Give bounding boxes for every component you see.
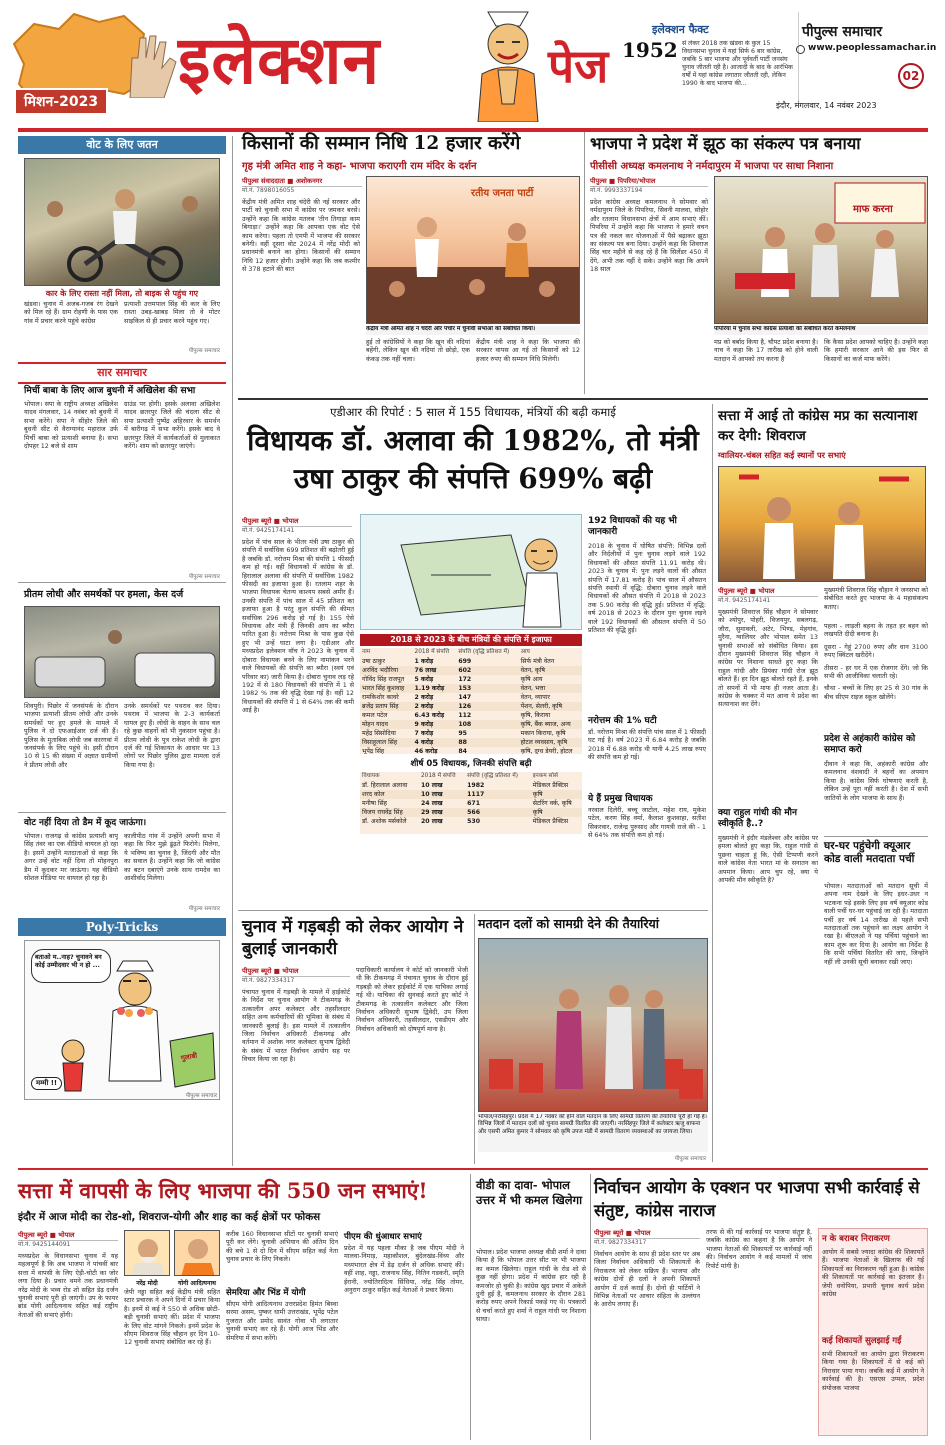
ministers-cell: 153 (456, 684, 518, 693)
nirvachan-text-2: तरफ से की गई कार्रवाई पर भाजपा संतुष्ट है, जबकि कांग्रेस का कहना है कि आयोग ने भाजपा नेताओं की शिकायतों पर कार्रवाई नहीं की। निर्वाचन आयोग ने कई मामलों में जांच रिपोर्ट मांगी है। (706, 1228, 812, 1270)
nirvachan-byline: पीपुल्स ब्यूरो ■ भोपाल (594, 1228, 700, 1239)
brand-logo: पीपुल्स समाचार (802, 24, 883, 40)
ministers-cell: वेतन, कृषि (519, 666, 582, 675)
sankalp-subhead: पीसीसी अध्यक्ष कमलनाथ ने नर्मदापुरम में भाजपा पर साधा निशाना (590, 161, 834, 172)
sankalp-mobile: मो.नं. 9993337194 (590, 187, 643, 194)
sankalp-banner-text: माफ करना (853, 204, 893, 215)
pramukh-text: नरवाल दिलेरी, बच्चू जाटोल, महेश राय, मुकेश पटेल, करण सिंह वर्मा, कैलाश कुशवाहा, सतीश सिकरवार, राजेन्द्र पुरुसाद और गायत्री राजे की - 1 से 64% तक संपत्ति कम हो गई। (588, 806, 706, 840)
nirvachan-box (818, 1228, 928, 1436)
vote-credit: पीपुल्स समाचार (188, 348, 220, 354)
ministers-cell: 6.43 करोड़ (414, 712, 445, 719)
top5-cell: डॉ. हिरालाल अलावा (362, 782, 408, 789)
ministers-row (360, 693, 582, 702)
ministers-table-wrap (360, 648, 582, 754)
ahankari-headline: प्रदेश से अहंकारी कांग्रेस को समाप्त करो (824, 734, 916, 755)
top5-cell: 566 (465, 808, 531, 817)
ministers-cell: 699 (458, 658, 472, 665)
gadbadi-headline: चुनाव में गड़बड़ी को लेकर आयोग ने बुलाई जानकारी (242, 917, 464, 959)
ministers-header-cell: नाम (362, 649, 371, 655)
ministers-cell: अरविंद भदौरिया (360, 666, 413, 675)
ministers-cell: मोहन यादव (360, 720, 413, 729)
box-headline-2: कई शिकायतें सुलझाई गईं (822, 1336, 902, 1346)
top5-cell: मनीषा सिंह (362, 800, 387, 807)
ministers-cell: गोविंद सिंह राजपूत (362, 676, 405, 683)
ministers-header-cell: संपत्ति (वृद्धि प्रतिशत में) (458, 649, 510, 655)
kisan-mobile: मो.नं. 7898016055 (242, 187, 295, 194)
kisan-backdrop-text: रतीय जनता पार्टी (471, 188, 534, 199)
shivraj-subhead: ग्वालियर-चंबल सहित कई स्थानों पर सभाएं (718, 450, 846, 460)
mission-label: मिशन-2023 (14, 88, 108, 115)
website-icon (796, 45, 805, 54)
vote-caption: कार के लिए रास्ता नहीं मिला, तो बाइक से पहुंच गए (45, 289, 199, 298)
top5-cell: 1117 (465, 790, 531, 799)
dam-headline: वोट नहीं दिया तो डैम में कूद जाऊंगा। (24, 818, 147, 828)
vd-text: भोपाल। प्रदेश भाजपा अध्यक्ष वीडी शर्मा ने दावा किया है कि भोपाल उत्तर सीट पर भी भाजपा का कमल खिलेगा। राहुल गांधी के रोड शो से कुछ नहीं होगा। प्रदेश में कांग्रेस हार रही है कमजोर हो चुकी है। कांग्रेस खुद प्रचार में अकेले दुनी हुई है, कमलनाथ सरकार के दौरान 281 करोड़ रुपए अपने रिकार्ड पकड़े गए थे। पत्रकारों से चर्चा करते हुए शर्मा ने राहुल गांधी पर निशाना साधा। (476, 1248, 586, 1324)
ministers-cell: 108 (456, 720, 518, 729)
yogi-label: योगी आदित्यनाथ (177, 1280, 217, 1287)
ministers-cell: सिर्फ मंत्री वेतन (520, 658, 555, 665)
ministers-cell: भूपेंद्र सिंह (362, 748, 385, 754)
ministers-cell: 147 (458, 694, 472, 701)
ahankari-text: दीवान ने कहा कि, अहंकारी कांग्रेस और कमलनाथ वंशवादी ने बहनों का अपमान किया है। कांग्रेस सिर्फ घोषणाएं करती है, लेकिन उन्हें पूरा नहीं करती है। देश में सभी जातियों के लोग भाजपा के साथ हैं। (824, 760, 928, 802)
ministers-cell: 2 करोड़ (413, 702, 457, 711)
yogi-portrait-illustration (175, 1231, 220, 1276)
ministers-row (360, 738, 582, 747)
sankalp-bullet: दूसरा - गेहूं 2700 रुपए और धान 3100 रुपए क्विंटल खरीदेंगे। (824, 642, 928, 660)
pramukh-headline: ये हैं प्रमुख विधायक (588, 794, 653, 804)
rally-subhead: इंदौर में आज मोदी का रोड-शो, शिवराज-योगी और शाह का कई क्षेत्रों पर फोकस (18, 1211, 321, 1223)
ministers-cell: 112 (458, 712, 472, 719)
pritam-text-col2: उनके समर्थकों पर पथराव कर दिया। पथराव में भाजपा के 2-3 कार्यकर्ता घायल हुए हैं। लोधी के वाहन के साथ चल रहे कुछ वाहनों को भी नुकसान पहुंचा है। प्रीतम लोधी के पुत्र राकेश लोधी के द्वारा दर्ज की गई शिकायत के आधार पर 13 लोगों पर पिछोर पुलिस द्वारा मामला दर्ज किया गया है। (124, 702, 220, 769)
sankalp-photo (714, 176, 928, 324)
money-bag-cartoon (361, 515, 582, 630)
gadbadi-byline: पीपुल्स ब्यूरो ■ भोपाल (242, 966, 350, 977)
top5-row (360, 790, 582, 799)
vd-rule (590, 1174, 591, 1440)
top5-header-cell: इनकम सोर्स (532, 773, 558, 779)
ministers-cell: 1 करोड़ (414, 658, 434, 665)
election-fact-text: से लेकर 2018 तक खंडवा के कुल 15 विधानसभा चुनाव में यहां सिर्फ 6 बार कांग्रेस, जबकि 5 बार भाजपा और पूर्ववर्ती पार्टी जनसंघ चुनाव जीतती रही है। आजादी के बाद के आरंभिक वर्षों में यहां कांग्रेस लगातार जीतती रही, लेकिन 1990 के बाद भाजपा की... (682, 40, 793, 87)
adr-cartoon (360, 514, 582, 630)
adr-side-text: 2018 के चुनाव में घोषित संपत्ति: विभिन्न दलों और निर्दलीयों में पुनः चुनाव लड़ने वाले 192 विधायकों की औसत संपत्ति 11.91 करोड़ थी। 2023 के चुनाव में: पुनः लड़ने वालों की औसत संपत्ति में 17.81 करोड़ है। पांच साल में औसतन संपत्ति स्थायी में वृद्धि: दोबारा चुनाव लड़ने वाले विधायकों की औसत संपत्ति में 2018 से 2023 तक 5.90 करोड़ की वृद्धि हुई। प्रतिशत में वृद्धि: वर्ष 2018 से 2023 के दौरान पुनः चुनाव लड़ने वाले 192 विधायकों की औसतन संपत्ति में 50 प्रतिशत की वृद्धि हुई। (588, 542, 706, 635)
kisan-rule (584, 132, 585, 394)
nirvachan-mobile: मो.नं. 9827334317 (594, 1239, 647, 1246)
top5-row (360, 817, 582, 826)
ministers-cell: 5 करोड़ (414, 676, 434, 683)
election-fact-heading: इलेक्शन फैक्ट (652, 23, 709, 36)
dhuadhar-headline: पीएम की धुंआधार सभाएं (344, 1232, 422, 1242)
ministers-cell: रामकिशोर कावरे (362, 694, 399, 701)
top5-row (360, 808, 582, 817)
mid-rule (238, 910, 708, 911)
top5-table-wrap (360, 772, 582, 834)
kisan-subhead: गृह मंत्री अमित शाह ने कहा- भाजपा कराएगी राम मंदिर के दर्शन (242, 161, 477, 172)
ministers-cell: कृषि, दुग्ध डेयरी, होटल (520, 748, 573, 754)
ministers-cell: पेंशन, सेलरी, कृषि (519, 702, 582, 711)
sankalp-text-2: मप्र को बर्बाद किया है, चौपट प्रदेश बनाया है। नाच ने कहा कि 17 तारीख को होने वाली मतदान में आपको तय करना है (714, 338, 818, 363)
amit-shah-rally-illustration (367, 177, 580, 324)
adr-kicker: एडीआर की रिपोर्ट : 5 साल में 155 विधायक, मंत्रियों की बढ़ी कमाई (330, 405, 616, 419)
ministers-cell: ब्रजेंद्र प्रताप सिंह (360, 702, 413, 711)
damaged-cars-illustration (25, 607, 220, 698)
ministers-cell: महेंद्र सिसोदिया (362, 730, 396, 737)
top5-cell: 1982 (467, 782, 485, 789)
kisan-text-3: केंद्रीय मंत्री शाह ने कहा कि भाजपा की सरकार वापस आ गई तो किसानों को 12 हजार रुपए की सम्मान निधि मिलेगी। (476, 338, 580, 363)
ministers-cell: 76 लाख (413, 666, 457, 675)
pritam-photo (24, 606, 220, 698)
ministers-header-cell: 2018 में संपत्ति (414, 649, 450, 655)
matdan-caption: भोपाल/नरसिंहपुर। प्रदेश में 17 नवंबर को होने वाले मतदान के लिए सामग्री वितरण की तैयारियां पूरी हो गई हैं। विभिन्न जिलों में मतदान दलों को चुनाव सामग्री वितरित की जाएगी। नरसिंहपुर जिले में कलेक्टर ऋजु बाफना और एसपी अमित कुमार ने सोमवार को कृषि उपज मंडी में सामग्री वितरण व्यवस्थाओं का जायजा लिया। (478, 1114, 708, 1152)
sankalp-byline: पीपुल्स ■ पिपरिया/भोपाल (590, 176, 708, 187)
top5-cell: 20 लाख (420, 818, 443, 825)
ministers-cell: वेतन, व्यापार (520, 694, 550, 701)
page-number-badge: 02 (898, 63, 924, 89)
shivraj-text: मुख्यमंत्री शिवराज सिंह चौहान ने सोमवार को श्योपुर, पोहरी, विजयपुर, सबलगढ़, जौरा, सुमावली, अटेर, भिण्ड, मेहगांव, मुरैना, ग्वालियर और भोपाल समेत 13 चुनावी सभाओं को संबोधित किया। इस दौरान मुख्यमंत्री शिवराज सिंह चौहान ने कांग्रेस पर निशाना साधते हुए कहा कि राहुल गांधी और प्रियंका गांधी रोज झूठ बोलते हैं। हर दिन झूठ बोलते रहते हैं, इनके तो सपनों में भी माफ ही नजर आता है। कांग्रेस के चक्कर में मत आना ये प्रदेश का सत्यानाश कर देंगे। (718, 608, 818, 709)
cartoon-panel (24, 940, 220, 1100)
box-text-2: सभी शिकायतों का आयोग द्वारा निराकरण किया गया है। शिकायतों में से कई को निराधार पाया गया। जबकि कई में आयोग ने कार्रवाई की है। एसएस उप्पल, प्रदेश संयोजक भाजपा (822, 1350, 924, 1392)
top5-cell: कृषि (531, 790, 582, 799)
ministers-cell: मकान किराया, कृषि (520, 730, 566, 737)
sankalp-headline: भाजपा ने प्रदेश में झूठ का संकल्प पत्र बनाया (590, 134, 861, 153)
ministers-cell: कमल पटेल (362, 712, 388, 719)
rahul-text: मुख्यमंत्री ने इंदौर मंडलेश्वर और कांग्रेस पर हमला बोलते हुए कहा कि, राहुल गांधी से पूछना चाहता हूं कि, ऐसी टिप्पणी करने वाले कांग्रेस नेता भारत मां के सनातन का अपमान किया। आप चुप रहे, क्या ये आपकी मौन स्वीकृति है? (718, 834, 818, 885)
vote-section-bar: वोट के लिए जतन (18, 136, 226, 154)
adr-rule (712, 404, 713, 1162)
ministers-cell: 84 (458, 748, 467, 754)
box-headline-1: न के बराबर निराकरण (822, 1234, 890, 1244)
adr-side-headline: 192 विधायकों की यह भी जानकारी (588, 516, 677, 537)
ministers-cell: भारत सिंह कुशवाह (360, 684, 413, 693)
vote-text-col1: खंडवा। चुनाव में अजब-गजब रंग देखने को मिल रहे हैं। ग्राम रोहणी के पास एक गांव में प्रचार करने पहुंचे कांग्रेस (24, 300, 118, 325)
website-link[interactable]: www.peoplessamachar.in (808, 43, 937, 53)
akhilesh-headline: मिर्ची बाबा के लिए आज बुधनी में अखिलेश की सभा (24, 386, 196, 396)
left-column (18, 136, 226, 1166)
ministers-row (360, 711, 582, 720)
ministers-cell: 1.19 करोड़ (413, 684, 457, 693)
top5-cell: 24 लाख (420, 800, 443, 807)
top5-cell: डॉ. अशोक मर्सकोले (362, 818, 407, 825)
top5-header-cell: 2018 में संपत्ति (420, 773, 456, 779)
matdan-credit: पीपुल्स समाचार (674, 1156, 706, 1162)
top5-header-cell: विधायक (362, 773, 380, 779)
top5-cell: 530 (467, 818, 481, 825)
nirvachan-headline: निर्वाचन आयोग के एक्शन पर भाजपा सभी कार्रवाई से संतुष्ट, कांग्रेस नाराज (594, 1178, 920, 1220)
kisan-story (238, 132, 580, 394)
box-text-1: आयोग में सबसे ज्यादा कांग्रेस की शिकायतें हैं। भाजपा नेताओं के खिलाफ की गई शिकायतों का निराकरण नहीं हुआ है। कांग्रेस की शिकायतों पर कार्रवाई का इंतजार है। जेपी धनोपिया, प्रभारी चुनाव कार्य प्रदेश कांग्रेस (822, 1248, 924, 1299)
akhilesh-text-col2: ग्राउंड पर होगी। इसके अलावा अखिलेश यादव छतरपुर जिले की चंदला सीट से सपा प्रत्याशी पुष्पेंद्र अहिरवार के समर्थन में बारीगढ़ में सभा करेंगे। इसके बाद वे छतरपुर जिले में कार्यकर्ताओं से मुलाकात करेंगे। शाम को छतरपुर जाएंगे। (124, 400, 220, 451)
top5-cell: सेटरिंग वर्क, कृषि (532, 800, 572, 807)
matdan-headline: मतदान दलों को सामग्री देने की तैयारियां (478, 916, 660, 931)
sar-samachar-bar: सार समाचार (18, 362, 226, 384)
polling-officials-illustration (479, 939, 708, 1112)
ministers-row (360, 720, 582, 729)
ministers-table-title: 2018 से 2023 के बीच मंत्रियों की संपत्ति में इजाफा (360, 634, 582, 646)
shivraj-headline: सत्ता में आई तो कांग्रेस मप्र का सत्यानाश कर देगी: शिवराज (718, 408, 918, 444)
top5-row (360, 781, 582, 790)
dam-text-col2: कालीपीठ गांव में उन्होंने अपनी सभा में कहा कि फिर मुझे ढूंढ़ते फिरोगे। मिलेगा, ये भविष्य का चुनाव है, जिंदगी और मौत का सवाल है। उन्होंने कहा कि जो कांग्रेस का बटन दबाएंगे उनके साथ रामदेव का आशीर्वाद मिलेगा। (124, 832, 220, 883)
top5-table-title: शीर्ष 05 विधायक, जिनकी संपत्ति बढ़ी (410, 759, 532, 769)
sankalp-bullets-intro: मुख्यमंत्री शिवराज सिंह चौहान ने जनसभा को संबोधित करते हुए भाजपा के 4 महासंकल्प बताए। (824, 586, 928, 611)
pritam-headline: प्रीतम लोधी और समर्थकों पर हमला, केस दर्ज (24, 589, 184, 600)
sankalp-text-3: कि कैसा प्रदेश आपको चाहिए है। उन्होंने कहा कि हमारी सरकार आने की इस फिर से किसानों का कर्ज माफ करेंगे। (824, 338, 928, 363)
narottam-headline: नरोत्तम की 1% घटी (588, 716, 657, 726)
modi-portrait-illustration (125, 1231, 170, 1276)
dateline: इंदौर, मंगलवार, 14 नवंबर 2023 (776, 101, 877, 110)
top5-cell: विजय राघवेंद्र सिंह (360, 808, 419, 817)
ministers-cell: कृषि आय (520, 676, 543, 683)
top5-row (360, 799, 582, 808)
ministers-cell: 88 (456, 738, 518, 747)
gadbadi-rule (474, 914, 475, 1164)
left-column-rule (232, 136, 233, 1166)
top5-cell: 10 लाख (419, 790, 465, 799)
kisan-photo (366, 176, 580, 324)
election-fact-year: 1952 (622, 38, 678, 62)
top5-cell: 10 लाख (420, 782, 443, 789)
ministers-row (360, 729, 582, 738)
ministers-cell: 2 करोड़ (414, 694, 434, 701)
poly-tricks-bar: Poly-Tricks (18, 918, 226, 936)
rally-mobile: मो.नं. 9425144091 (18, 1241, 71, 1248)
gadbadi-mobile: मो.नं. 9827334317 (242, 977, 295, 984)
masthead-divider (798, 12, 799, 108)
ministers-cell: 602 (456, 666, 518, 675)
sankalp-bullet: चौथा - बच्चों के लिए हर 25 से 30 गांव के बीच सीएम राइज स्कूल खोलेंगे। (824, 684, 928, 701)
vote-photo (24, 158, 220, 286)
semaria-text: सीएम योगी आदित्यनाथ उत्तरप्रदेश हिमंत बिस्वा सरमा असम, पुष्कर धामी उत्तराखंड, भूपेंद्र पटेल गुजरात और प्रमोद सावंत गोवा भी लगातार चुनावी सभाएं कर रहे हैं। योगी आज भिंड और सेमरिया में सभा करेंगे। (226, 1300, 338, 1342)
vd-headline: वीडी का दावा- भोपाल उत्तर में भी कमल खिलेगा (476, 1178, 583, 1207)
top5-cell: 671 (467, 800, 481, 807)
top5-cell: 29 लाख (419, 808, 465, 817)
kisan-headline: किसानों की सम्मान निधि 12 हजार करेंगे (242, 133, 521, 154)
kisan-text-2: हुई तो कांग्रेसियों ने कहा कि खून की नदियां बहेंगी, लेकिन खून की नदियां तो छोड़ो, एक कंकड़ तक नहीं चला। (366, 338, 470, 363)
ministers-cell: होटल व्यवसाय, कृषि (519, 738, 582, 747)
sankalp-bullet: पहला - लाड़ली बहना के तहत हर बहन को लखपति दीदी बनाना है। (824, 622, 928, 639)
gadbadi-story (238, 914, 474, 1164)
shivraj-byline: पीपुल्स ब्यूरो ■ भोपाल (718, 586, 818, 597)
rally-headline: सत्ता में वापसी के लिए भाजपा की 550 जन सभाएं! (18, 1178, 428, 1203)
dam-credit: पीपुल्स समाचार (188, 906, 220, 912)
ministers-cell: 4 करोड़ (413, 738, 457, 747)
adr-story (238, 404, 708, 909)
ministers-row (360, 666, 582, 675)
pritam-text-col1: शिवपुरी। पिछोर में जनसंपर्क के दौरान भाजपा प्रत्याशी प्रीतम लोधी और उनके समर्थकों पर हुए हमले के मामले में पुलिस ने दो एफआईआर दर्ज की हैं। पुलिस के मुताबिक लोधी जब कारगवां में जनसंपर्क के लिए पहुंचे थे। इसी दौरान 10 से 15 की संख्या में अज्ञात ग्रामीणों ने प्रीतम लोधी और (24, 702, 118, 769)
rally-text-3: करीब 160 विधानसभा सीटों पर चुनावी सभाएं पूरी कर लेंगे। चुनावी अभियान की अंतिम दिन की बचे 1 से दो दिन में सीएम सहित कई नेता चुनाव प्रचार के लिए निकले। (226, 1230, 338, 1264)
modi-label: नरेंद्र मोदी (136, 1280, 158, 1287)
ministers-cell: वेतन, भत्ता (519, 684, 582, 693)
ministers-row (360, 675, 582, 684)
cartoon-speech-bubble: बताओ म..नाह? चुनावने बन कोई उम्मीदवार भी न हो ... (31, 949, 111, 983)
shivraj-mobile: मो.नं. 9425174141 (718, 597, 771, 604)
ministers-cell: 126 (456, 702, 518, 711)
shivraj-story (716, 404, 928, 1164)
cartoon-kid-bubble: मम्मी !! (31, 1077, 62, 1090)
rally-story (18, 1174, 466, 1440)
sankalp-bullet: तीसरा - हर घर में एक रोजगार देंगे। जो कि सभी की आजीविका चलाती रहे। (824, 663, 928, 681)
kisan-text: केंद्रीय मंत्री अमित शाह चंदेरी की नई सरकार और पार्टी को चुनावी सभा में कांग्रेस पर जमकर बरसे। उन्होंने कहा कि कांग्रेस मतलब 'तीन तिगाड़ा काम बिगाड़ा।' उन्होंने कहा कि आपका एक वोट ऐसे काम करेगा। पहला तो एमपी में भाजपा की सरकार बनेगी। वहीं दूसरा वोट 2024 में नरेंद्र मोदी को प्रधानमंत्री बनाने का होगा। किसानों की सम्मान निधि 12 हजार होगी। उन्होंने कहा कि जब कश्मीर से 378 हटाने की बात (242, 198, 360, 274)
mascot-illustration (468, 4, 548, 122)
matdan-photo (478, 938, 708, 1112)
shivraj-rally-illustration (719, 467, 926, 582)
ministers-row (360, 657, 582, 666)
ministers-cell: उषा ठाकुर (362, 658, 386, 665)
ministers-cell: कृषि, किराया (520, 712, 551, 719)
sankalp-text: प्रदेश कांग्रेस अध्यक्ष कमलनाथ ने सोमवार को नर्मदापुरम जिले के पिपरिया, सिवनी मालवा, सोहोर और रतलाम विधानसभा क्षेत्रों में आम सभाएं कीं। पिपरिया में उन्होंने कहा कि भाजपा ने हमारे वचन पत्र की नकल कर योजनाओं में पैसे बढ़ाकर झूठा का संकल्प पत्र बना दिया। उन्होंने कहा कि शिवराज सिंह चार महीने से कह रहे हैं कि सिलेंडर 450 में देंगे, अभी तक नहीं दे सके। उन्होंने कहा कि अपने 18 साल (590, 198, 708, 274)
semaria-headline: सेमरिया और भिंड में योगी (226, 1288, 306, 1298)
rahul-headline: क्या राहुल गांधी की मौन स्वीकृति है..? (718, 808, 798, 829)
kisan-byline: पीपुल्स संवाददाता ■ अशोकनगर (242, 176, 362, 187)
shivraj-photo (718, 466, 926, 582)
ministers-cell: 95 (458, 730, 467, 737)
dhuadhar-text: प्रदेश में यह पहला मौका है जब पीएम मोदी ने मालवा-निमाड़, महाकौशल, बुंदेलखंड-विंध्य और मध्यभारत क्षेत्र में डेढ़ दर्जन से अधिक सभाएं कीं। वहीं शाह, नड्डा, राजनाथ सिंह, नितिन गडकरी, स्मृति ईरानी, ज्योतिरादित्य सिंधिया, नरेंद्र सिंह तोमर, अनुराग ठाकुर सहित कई नेताओं ने प्रचार किया। (344, 1244, 464, 1295)
nirvachan-story (594, 1174, 928, 1440)
narottam-text: डॉ. नरोत्तम मिश्रा की संपत्ति पांच साल में 1 फीसदी घट गई है। वर्ष 2023 में 6.84 करोड़ है जबकि 2018 में 6.88 करोड़ थी यानी 4.25 लाख रुपए की संपत्ति कम हो गई। (588, 728, 706, 762)
ministers-cell: 46 करोड़ (414, 748, 438, 754)
top5-header-cell: संपत्ति (वृद्धि प्रतिशत में) (467, 773, 519, 779)
vote-text-col2: प्रत्याशी उत्तमपाल सिंह की कार के लिए रास्ता उबड़-खाबड़ मिला तो वे मोटर साइकिल से ही प्रचार करने पहुंच गए। (124, 300, 220, 325)
top5-cell: कृषि (531, 808, 582, 817)
rally-text: मध्यप्रदेश के विधानसभा चुनाव में यह महत्वपूर्ण है कि अब भाजपा ने पांचवीं बार सत्ता में वापसी के लिए ऐड़ी-चोटी का जोर लगा दिया है। प्रचार थमने तक प्रधानमंत्री नरेंद्र मोदी के भव्य रोड शो सहित डेढ़ दर्जन चुनावी सभाएं पूरी हो जाएंगी। उप के फायर ब्रांड योगी आदित्यनाथ सहित कई राष्ट्रीय नेताओं की सभाएं होंगी। (18, 1252, 118, 1319)
matdan-story (478, 914, 708, 1164)
ministers-cell: विसाहूलाल सिंह (360, 738, 413, 747)
gadbadi-text: पंचायत चुनाव में गड़बड़ी के मामले में हाईकोर्ट के निर्देश पर चुनाव आयोग ने टीकमगढ़ के तत्कालीन अपर कलेक्टर और तहसीलदार सहित अन्य कर्मचारियों की भूमिका के संबंध में जानकारी बुलाई है। इस मामले में तत्कालीन जिला निर्वाचन अधिकारी टीकमगढ़ और वर्तमान में अशोक नगर कलेक्टर सुभाष द्विवेदी के संबंध में भारत निर्वाचन आयोग सह पर विचार किया जा रहा है। (242, 988, 350, 1064)
left-divider-2 (18, 812, 226, 813)
sankalp-story (588, 132, 928, 394)
kamalnath-rally-illustration (715, 177, 928, 324)
ministers-header-cell: आय (520, 649, 530, 655)
nirvachan-text: निर्वाचन आयोग के साथ ही प्रदेश स्तर पर अब जिला निर्वाचन अधिकारी भी शिकायतों के निराकरण को लेकर सक्रिय हैं। भाजपा और कांग्रेस दोनों ही दलों ने अपनी शिकायतें आयोग में दर्ज कराई हैं। दोनों ही पार्टियों ने विभिन्न नेताओं पर आचार संहिता के उल्लंघन के आरोप लगाए हैं। (594, 1250, 700, 1309)
adr-mobile: मो.नं. 9425174141 (242, 527, 295, 534)
ministers-cell: 9 करोड़ (413, 720, 457, 729)
bottom-section-rule (18, 1168, 928, 1170)
ministers-cell: 7 करोड़ (414, 730, 434, 737)
qr-headline: घर-घर पहुंचेगी क्यूआर कोड वाली मतदाता पर्ची (824, 840, 915, 865)
sankalp-bullets (824, 622, 928, 732)
rally-rule (470, 1174, 471, 1440)
cartoon-credit: पीपुल्स समाचार (185, 1093, 217, 1099)
modi-portrait (124, 1230, 170, 1276)
top5-table (360, 772, 582, 826)
ministers-row (360, 684, 582, 693)
yogi-portrait (174, 1230, 220, 1276)
raised-hands-graphic (120, 28, 180, 98)
ministers-table (360, 648, 582, 754)
qr-text: भोपाल। मतदाताओं को मतदान सूची में अपना नाम देखने के लिए इधर-उधर न भटकना पड़े इसके लिए इस वर्ष क्यूआर कोड वाली पर्ची घर-घर पहुंचाई जा रही है। मतदाता पर्ची हर वर्ष 14 तारीख से पहले सभी मतदाताओं तक पहुंचाने का लक्ष्य आयोग ने रखा है। बीएलओ ने यह पर्चियां पहुंचाने का काम शुरू कर दिया है। आयोग का निर्देश है कि सभी पर्चियां वितरित की जाएं, जिन्होंने नहीं ली उनकी सूची बनाकर रखी जाए। (824, 882, 928, 966)
ministers-row (360, 702, 582, 711)
adr-byline: पीपुल्स ब्यूरो ■ भोपाल (242, 516, 352, 527)
ministers-row (360, 747, 582, 754)
rally-byline: पीपुल्स ब्यूरो ■ भोपाल (18, 1230, 118, 1241)
masthead-title-page: पेज (548, 39, 609, 93)
ministers-cell: 172 (458, 676, 472, 683)
masthead-title: इलेक्शन (178, 21, 381, 99)
rally-text-2: जेपी नड्डा सहित कई केंद्रीय मंत्री सहित स्टार प्रचारक ने अपने दिनों में प्रचार किया है। इनमें से कई ने 550 से अधिक छोटी-बड़ी चुनावी सभाएं कीं। प्रदेश में भाजपा के लिए वोट मांगने निकले। इनमें प्रदेश के सीएम शिवराज सिंह चौहान हर दिन 10-12 चुनावी सभाएं संबोधित कर रहे हैं। (124, 1288, 220, 1347)
adr-headline: विधायक डॉ. अलावा की 1982%, तो मंत्री उषा ठाकुर की संपत्ति 699% बढ़ी (247, 424, 699, 495)
adr-text: प्रदेश में पांच साल के भीतर मंत्री उषा ठाकुर की संपत्ति में सर्वाधिक 699 प्रतिशत की बढ़ोतरी हुई है जबकि डॉ. नरोत्तम मिश्रा की संपत्ति 1 फीसदी कम हो गई। वहीं विधायकों में कांग्रेस के डॉ. हिरालाल अलावा की संपत्ति में सर्वाधिक 1982 फीसदी का इजाफा हुआ है। रतलाम शहर के भाजपा विधायक चेतन्य काश्यप सबसे अमीर हैं। उनकी संपत्ति में पांच साल में 45 प्रतिशत का इजाफा हुआ है परंतु कुल संपत्ति की कीमत सर्वाधिक 296 करोड़ हो गई है। 155 ऐसे विधायक और मंत्री हैं जिनकी आय का ब्यौरा पारित हुआ है। नरोत्तम मिश्रा के पास कुछ ऐसे हुए भी उन्हें घाटा लगा है। एडीआर और मध्यप्रदेश इलेक्शन वॉच ने 2023 के चुनाव में दोबारा विधायक बनने के लिए नामांकन भरने वाले विधायकों की संपत्ति का ब्यौरा (स्वयं एवं परिवार का) जारी किया है। दोबारा चुनाव लड़ रहे 192 में से 180 विधायकों की संपत्ति में 1 से 1982 % तक की वृद्धि देखा गई है। वहीं 12 विधायकों की संपत्ति में 1 से 64% तक की कमी आई है। (242, 538, 354, 715)
akhilesh-credit: पीपुल्स समाचार (188, 574, 220, 580)
ministers-cell: कृषि, बैंक ब्याज, अन्य (519, 720, 582, 729)
kisan-photo-caption: केंद्रीय मंत्री अमित शाह ने चंदेरी और पचोर में चुनावी सभाओं को संबोधित किया। (366, 326, 580, 335)
top5-cell: मेडिकल प्रैक्टिस (532, 782, 569, 789)
masthead (0, 0, 945, 128)
left-divider-1 (18, 582, 226, 583)
top-stories-rule (238, 398, 928, 400)
dam-text-col1: भोपाल। राजगढ़ से कांग्रेस प्रत्याशी बापू सिंह तंवर का एक वीडियो वायरल हो रहा है। इसमें उन्होंने मतदाताओं से कहा कि अगर उन्हें वोट नहीं दिया तो मोहनपुरा डैम में कूदकर मर जाऊंगा। यह वीडियो सोशल मीडिया पर वायरल हो रहा है। (24, 832, 118, 883)
cartoon-bag-label: गुलाबी (180, 1051, 198, 1063)
bike-rider-illustration (25, 159, 220, 286)
shivraj-divider (824, 836, 928, 837)
akhilesh-text-col1: भोपाल। सपा के राष्ट्रीय अध्यक्ष अखिलेश यादव मंगलवार, 14 नवंबर को बुधनी में सभा करेंगे। सपा ने सीहोर जिले की बुधनी सीट से वैराग्यानंद महाराज उर्फ मिर्ची बाबा को प्रत्याशी बनाया है। सभा दोपहर 12 बजे से शाम (24, 400, 118, 451)
vd-story (474, 1174, 586, 1440)
top5-cell: मेडिकल प्रैक्टिस (532, 818, 569, 825)
gadbadi-text-2: पदाधिकारी कार्यालय ने कोर्ट को जानकारी भेजी थी कि टीकमगढ़ में पंचायत चुनाव के दौरान हुई गड़बड़ी को लेकर हाईकोर्ट में एक याचिका लगाई गई थी। याचिका की सुनवाई करते हुए कोर्ट ने टीकमगढ़ के तत्कालीन कलेक्टर और जिला निर्वाचन अधिकारी सुभाष द्विवेदी, उप जिला निर्वाचन अधिकारी, तहसीलदार, एसडीएम और निर्वाचन अधिकारी को दोषपूर्ण माना है। (356, 966, 468, 1033)
sankalp-photo-caption: पीपरिया में चुनाव सभा कांग्रेस प्रत्याशी को संबोधित करते कमलनाथ (714, 326, 928, 335)
top5-cell: शरद कोल (360, 790, 419, 799)
